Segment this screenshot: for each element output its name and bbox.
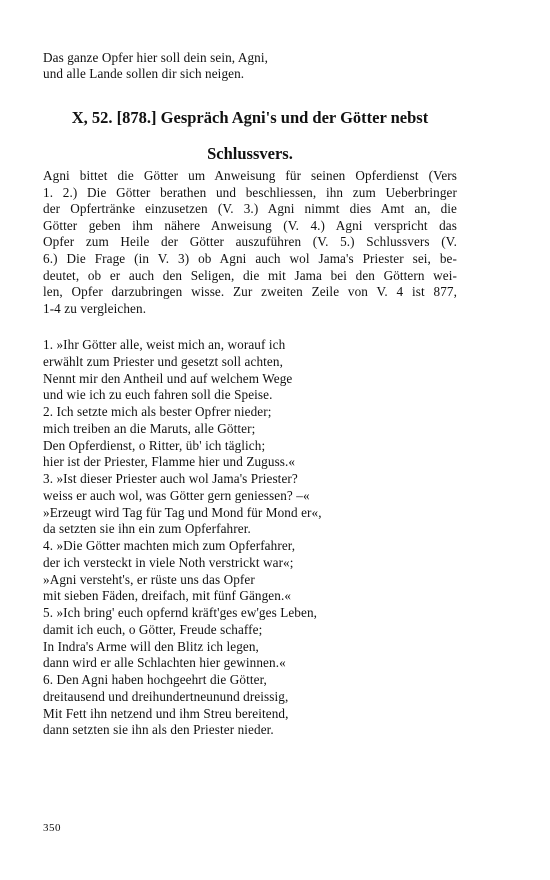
summary-line: Opfer zum Heile der Götter auszuführen (V. 5.) Schlussvers (V. [43,234,457,250]
section-heading: X, 52. [878.] Gespräch Agni's und der Götter nebst [71,108,429,127]
section-heading-continued: Schlussvers. [207,144,293,163]
summary-line: 1. 2.) Die Götter berathen und beschliessen, ihn zum Ueberbringer [43,184,457,200]
intro-line: und alle Lande sollen dir sich neigen. [43,66,245,82]
summary-line: Agni bittet die Götter um Anweisung für seinen Opferdienst (Vers [43,168,457,183]
intro-verse [43,50,268,83]
verse-line: mich treiben an die Maruts, alle Götter; [43,420,256,436]
page-number: 350 [43,822,61,834]
verse-line: 5. »Ich bring' euch opfernd kräft'ges ew'ges Leben, [43,605,318,620]
verse-line: dreitausend und dreihundertneunund dreissig, [43,688,289,704]
verse-line: dann wird er alle Schlachten hier gewinnen.« [43,655,286,671]
verse-line: damit ich euch, o Götter, Freude schaffe; [43,621,263,637]
verse-line: 3. »Ist dieser Priester auch wol Jama's Priester? [43,471,298,486]
verse-line: der ich versteckt in viele Noth verstrickt war«; [43,554,294,570]
verse-line: »Agni versteht's, er rüste uns das Opfer [43,571,255,587]
verse-line: Den Opferdienst, o Ritter, üb' ich täglich; [43,437,266,453]
summary-line: deutet, ob er auch den Seligen, die mit Jama bei den Göttern wei- [43,267,457,283]
summary-line: der Opfertränke einzusetzen (V. 3.) Agni nimmt dies Amt an, die [43,201,457,217]
verse-line: »Erzeugt wird Tag für Tag und Mond für Mond er«, [43,504,322,520]
summary-line: len, Opfer darzubringen wisse. Zur zweiten Zeile von V. 4 ist 877, [43,284,457,300]
summary-paragraph [43,168,457,317]
verse-line: 2. Ich setzte mich als bester Opfrer nieder; [43,404,272,419]
verse-line: 4. »Die Götter machten mich zum Opferfahrer, [43,538,296,553]
verse-line: Nennt mir den Antheil und auf welchem Wege [43,370,293,386]
verse-line: da setzten sie ihn ein zum Opferfahrer. [43,521,251,537]
verse-line: erwählt zum Priester und gesetzt soll achten, [43,353,283,369]
verse-line: 6. Den Agni haben hochgeehrt die Götter, [43,672,267,687]
summary-line: Götter geben ihm nähere Anweisung (V. 4.) Agni verspricht das [43,217,457,233]
verse-line: Mit Fett ihn netzend und ihm Streu bereitend, [43,705,289,721]
verse-line: und wie ich zu euch fahren soll die Speise. [43,387,273,403]
verse-line: 1. »Ihr Götter alle, weist mich an, worauf ich [43,337,286,352]
intro-line: Das ganze Opfer hier soll dein sein, Agni, [43,50,269,65]
verse-line: weiss er auch wol, was Götter gern geniessen? –« [43,487,310,503]
summary-line: 6.) Die Frage (in V. 3) ob Agni auch wol Jama's Priester sei, be- [43,250,457,266]
hymn-verses [43,337,322,739]
verse-line: In Indra's Arme will den Blitz ich legen, [43,638,259,654]
verse-line: mit sieben Fäden, dreifach, mit fünf Gängen.« [43,588,292,604]
verse-line: hier ist der Priester, Flamme hier und Zuguss.« [43,454,296,470]
summary-line: 1-4 zu vergleichen. [43,300,147,316]
verse-line: dann setzten sie ihn als den Priester nieder. [43,722,274,738]
